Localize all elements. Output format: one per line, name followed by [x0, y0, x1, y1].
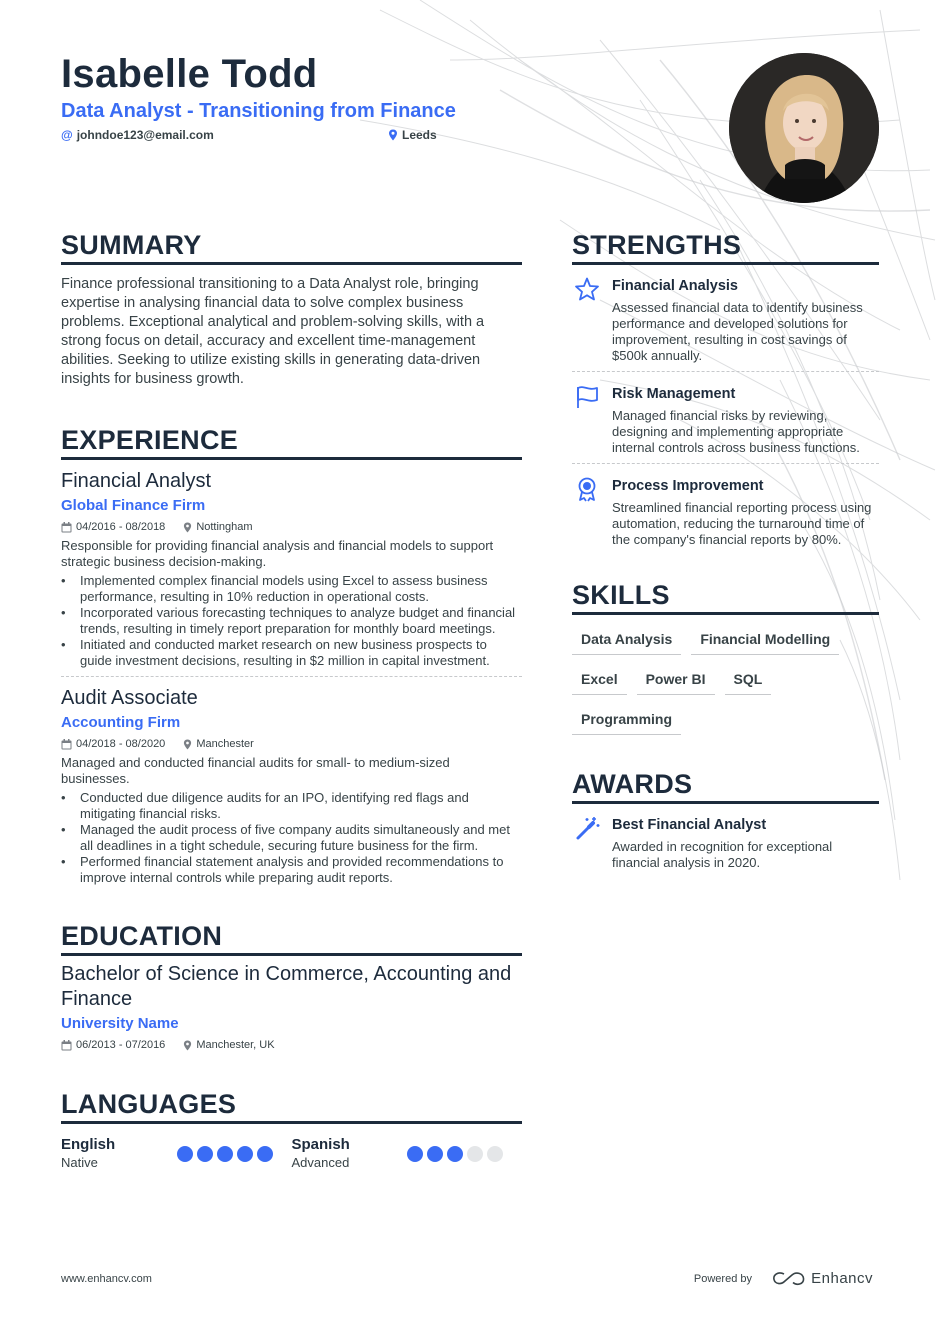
education-location: [183, 1037, 274, 1053]
language-level: Advanced: [291, 1155, 350, 1170]
strength-title: Risk Management: [612, 386, 736, 402]
ribbon-medal-icon: [574, 476, 600, 502]
education-heading: EDUCATION: [61, 919, 522, 956]
skills-section: [572, 578, 879, 735]
language-item: [61, 1136, 292, 1172]
left-column: [61, 228, 522, 1172]
proficiency-dot: [407, 1146, 423, 1162]
entry-divider: [572, 371, 879, 372]
strength-item: [572, 276, 879, 364]
resume-header: [61, 50, 701, 146]
job-location: [183, 736, 253, 752]
language-level: Native: [61, 1155, 98, 1170]
job-entry: [61, 685, 522, 886]
profile-portrait-illustration: [729, 53, 879, 203]
job-dates: [61, 736, 165, 752]
proficiency-dot: [257, 1146, 273, 1162]
page-footer: [61, 1270, 879, 1290]
strength-title: Financial Analysis: [612, 278, 738, 294]
location-pin-icon: [183, 739, 192, 750]
education-dates-text: 06/2013 - 07/2016: [76, 1039, 166, 1051]
entry-divider: [61, 676, 522, 677]
strengths-heading: STRENGTHS: [572, 228, 879, 265]
contact-email[interactable]: [61, 128, 214, 142]
job-location: [183, 519, 252, 535]
proficiency-dot: [447, 1146, 463, 1162]
contact-info: [61, 128, 701, 146]
skill-tag: SQL: [725, 667, 772, 695]
proficiency-dot: [427, 1146, 443, 1162]
location-pin-icon: [183, 522, 192, 533]
footer-powered-by: Powered by: [693, 1273, 752, 1285]
job-bullet: • Incorporated various forecasting techniques to analyze budget and financial trends, resulting in timely report preparation for monthly board meetings.: [61, 605, 522, 637]
job-company: Accounting Firm: [61, 714, 181, 731]
skills-heading: SKILLS: [572, 578, 879, 615]
job-bullet: • Conducted due diligence audits for an IPO, identifying red flags and mitigating financial risks.: [61, 790, 522, 822]
job-bullet: • Implemented complex financial models using Excel to assess business performance, resulting in 10% reduction in operational costs.: [61, 573, 522, 605]
job-dates-text: 04/2018 - 08/2020: [76, 738, 166, 750]
job-entry: [61, 468, 522, 669]
calendar-icon: [61, 739, 72, 750]
job-bullets: [61, 790, 522, 886]
summary-heading: SUMMARY: [61, 228, 522, 265]
education-section: [61, 919, 522, 1053]
awards-heading: AWARDS: [572, 767, 879, 804]
proficiency-dot: [177, 1146, 193, 1162]
entry-divider: [572, 463, 879, 464]
strength-description: Assessed financial data to identify business performance and developed solutions for improvement, resulting in cost savings of $500k annually.: [612, 300, 863, 363]
awards-section: [572, 767, 879, 871]
job-description: Responsible for providing financial analysis and financial models to support strategic business decision-making.: [61, 538, 494, 569]
job-bullet: • Managed the audit process of five company audits simultaneously and met all deadlines in a tight schedule, securing future business for the firm.: [61, 822, 522, 854]
languages-section: [61, 1087, 522, 1172]
location-text: Leeds: [402, 128, 437, 142]
job-meta: [61, 519, 522, 535]
proficiency-dot: [217, 1146, 233, 1162]
footer-site-link[interactable]: www.enhancv.com: [61, 1273, 152, 1285]
education-meta: [61, 1037, 522, 1053]
proficiency-dot: [467, 1146, 483, 1162]
strength-description: Streamlined financial reporting process using automation, reducing the turnaround time of the company's financial reports by 80%.: [612, 500, 872, 547]
job-dates: [61, 519, 165, 535]
school-name: University Name: [61, 1015, 179, 1032]
footer-brand[interactable]: [772, 1270, 873, 1287]
language-name: Spanish: [291, 1136, 350, 1153]
job-location-text: Manchester: [196, 738, 254, 750]
job-company: Global Finance Firm: [61, 497, 206, 514]
proficiency-dot: [487, 1146, 503, 1162]
skill-tag: Data Analysis: [572, 627, 681, 655]
magic-wand-icon: [574, 815, 600, 841]
profile-photo: [729, 53, 879, 203]
at-sign-icon: @: [61, 128, 73, 142]
email-text: johndoe123@email.com: [76, 128, 214, 142]
job-title: Financial Analyst: [61, 470, 212, 492]
language-name: English: [61, 1136, 116, 1153]
candidate-name: Isabelle Todd: [61, 52, 318, 96]
degree-title: Bachelor of Science in Commerce, Accounting and Finance: [61, 963, 512, 1010]
job-bullet: • Initiated and conducted market research on new business prospects to guide investment decisions, resulting in $2 million in capital investment.: [61, 637, 522, 669]
languages-list: [61, 1136, 522, 1172]
job-bullet: • Performed financial statement analysis and provided recommendations to improve internal controls while preparing audit reports.: [61, 854, 522, 886]
job-description: Managed and conducted financial audits for small- to medium-sized businesses.: [61, 755, 450, 786]
contact-location: [388, 128, 437, 142]
strength-item: [572, 476, 879, 548]
summary-section: [61, 228, 522, 389]
language-proficiency-dots: [177, 1146, 273, 1162]
skills-list: [572, 627, 872, 735]
job-location-text: Nottingham: [196, 521, 253, 533]
job-dates-text: 04/2016 - 08/2018: [76, 521, 166, 533]
experience-section: [61, 423, 522, 886]
award-item: [572, 815, 879, 871]
education-location-text: Manchester, UK: [196, 1039, 275, 1051]
strength-title: Process Improvement: [612, 478, 764, 494]
experience-heading: EXPERIENCE: [61, 423, 522, 460]
calendar-icon: [61, 522, 72, 533]
language-item: [292, 1136, 523, 1172]
skill-tag: Excel: [572, 667, 627, 695]
footer-brand-name: Enhancv: [811, 1270, 873, 1287]
location-pin-icon: [183, 1040, 192, 1051]
right-column: [572, 228, 879, 871]
award-description: Awarded in recognition for exceptional financial analysis in 2020.: [612, 839, 833, 870]
candidate-role: Data Analyst - Transitioning from Finance: [61, 100, 456, 122]
job-bullets: [61, 573, 522, 669]
languages-heading: LANGUAGES: [61, 1087, 522, 1124]
summary-text: Finance professional transitioning to a Data Analyst role, bringing expertise in analysing financial data to solve complex business problems. Exceptional analytical and problem-solving skills, with a strong focus on detail, accuracy and excellent time-management abilities. Seeking to utilize existing skills in generating data-driven insights for business growth.: [61, 276, 485, 387]
proficiency-dot: [237, 1146, 253, 1162]
job-meta: [61, 736, 522, 752]
skill-tag: Programming: [572, 707, 681, 735]
strength-description: Managed financial risks by reviewing, designing and implementing appropriate internal controls across business functions.: [612, 408, 860, 455]
enhancv-logo-icon: [772, 1271, 806, 1287]
award-title: Best Financial Analyst: [612, 817, 767, 833]
strengths-section: [572, 228, 879, 548]
flag-icon: [574, 384, 600, 410]
proficiency-dot: [197, 1146, 213, 1162]
location-pin-icon: [388, 129, 398, 141]
skill-tag: Power BI: [637, 667, 715, 695]
strength-item: [572, 384, 879, 456]
star-icon: [574, 276, 600, 302]
language-proficiency-dots: [407, 1146, 503, 1162]
job-title: Audit Associate: [61, 687, 198, 709]
education-dates: [61, 1037, 165, 1053]
skill-tag: Financial Modelling: [691, 627, 839, 655]
calendar-icon: [61, 1040, 72, 1051]
